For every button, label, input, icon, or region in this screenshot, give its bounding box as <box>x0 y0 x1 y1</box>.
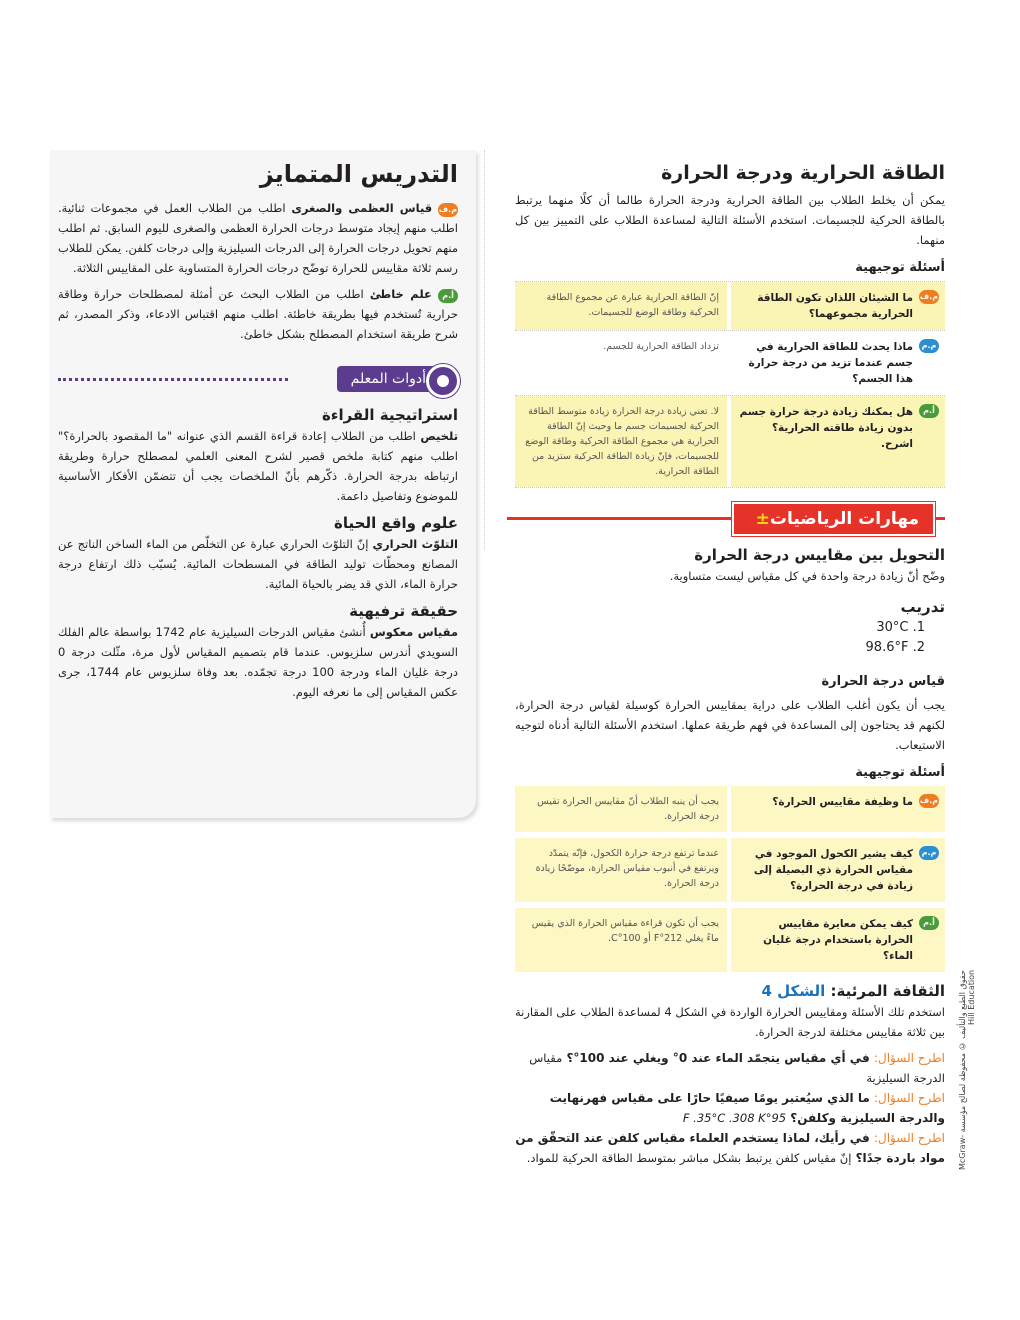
answer-cell: عندما ترتفع درجة حرارة الكحول، فإنّه يتمدّد ويرتفع في أنبوب مقياس الحرارة، موضّحًا زيادة درجة الحرارة. <box>515 838 727 902</box>
ask-label: اطرح السؤال: <box>873 1091 945 1105</box>
measure-text: يجب أن يكون أغلب الطلاب على دراية بمقاييس الحرارة كوسيلة لقياس درجة الحرارة، لكنهم قد يحتاجون إلى المساعدة في فهم طريقة عملها. استخدم الأسئلة التالية أدناه لتوجيه الاستيعاب. <box>515 698 945 752</box>
question-row <box>515 282 945 331</box>
copyright-credit: حقوق الطبع والتأليف © محفوظة لصالح مؤسسة McGraw-Hill Education <box>958 970 976 1170</box>
life-text: إنّ التلوّث الحراري عبارة عن التخلّص من الماء الساخن الناتج عن المصانع ومحطّات توليد الطاقة في المسطحات المائية. يُسبّب ذلك ارتفاع درجة حرارة الماء، الذي قد يضر بالحياة المائية. <box>58 537 458 591</box>
level-badge: م.م <box>919 846 939 860</box>
level-badge: م.ف <box>919 794 939 808</box>
ask-question <box>515 1088 945 1128</box>
visual-text: استخدم تلك الأسئلة ومقاييس الحرارة الواردة في الشكل 4 لمساعدة الطلاب على المقارنة بين ثلاثة مقاييس مختلفة لدرجة الحرارة. <box>515 1005 945 1039</box>
guiding-questions-table-2 <box>515 786 945 972</box>
math-skills-banner <box>515 502 945 534</box>
activity-heading: علم خاطئ <box>369 287 432 301</box>
activity-heading: قياس العظمى والصغرى <box>291 201 433 215</box>
question-cell <box>731 838 945 902</box>
practice-item: 30°C .1 <box>876 620 925 635</box>
tools-icon <box>426 364 460 398</box>
question-row <box>515 786 945 832</box>
ask-answer: 95°F .35°C .308 K <box>682 1111 787 1125</box>
left-column <box>58 160 458 702</box>
fun-heading: حقيقة ترفيهية <box>349 602 458 620</box>
question-text: هل يمكنك زيادة درجة حرارة جسم بدون زيادة طاقته الحرارية؟ اشرح. <box>739 406 913 450</box>
section-title: الطاقة الحرارية ودرجة الحرارة <box>661 162 945 184</box>
reading-paragraph <box>58 426 458 506</box>
reading-heading: استراتيجية القراءة <box>321 406 458 424</box>
question-cell <box>731 282 945 330</box>
fun-text: أُنشئ مقياس الدرجات السيليزية عام 1742 بواسطة عالم الفلك السويدي أندرس سلزيوس. عندما قام بتصميم المقياس لأول مرة، مثّلت درجة 0 درجة غليان الماء ودرجة 100 درجة تجمّده. بعد وفاة سلزيوس عام 1744، جرى عكس المقياس إلى ما نعرفه اليوم. <box>58 625 458 699</box>
level-badge: أ.م <box>919 916 939 930</box>
question-text: كيف يمكن معايرة مقاييس الحرارة باستخدام درجة غليان الماء؟ <box>763 918 913 962</box>
conversion-heading: التحويل بين مقاييس درجة الحرارة <box>694 546 945 564</box>
activity-paragraph <box>58 198 458 278</box>
question-row <box>515 396 945 488</box>
ask-question <box>515 1128 945 1168</box>
question-cell <box>731 396 945 487</box>
question-cell <box>731 908 945 972</box>
ask-label: اطرح السؤال: <box>873 1131 945 1145</box>
practice-list <box>515 618 945 658</box>
fun-lead: مقياس معكوس <box>369 625 459 639</box>
activity-paragraph <box>58 284 458 344</box>
question-row <box>515 331 945 396</box>
column-divider <box>484 150 485 550</box>
guiding-heading-2: أسئلة توجيهية <box>855 765 945 780</box>
level-badge: م.ف <box>919 290 939 304</box>
level-badge: أ.م <box>919 404 939 418</box>
question-cell <box>731 786 945 832</box>
level-badge: م.م <box>919 339 939 353</box>
ask-answer: إنّ مقياس كلفن يرتبط بشكل مباشر بمتوسط الطاقة الحركية للمواد. <box>526 1151 852 1165</box>
ask-question-text: ما الذي سيُعتبر يومًا صيفيًا حارًا على مقياس فهرنهايت والدرجة السيليزية وكلفن؟ <box>549 1091 945 1125</box>
question-row <box>515 908 945 972</box>
right-column <box>515 160 945 1168</box>
visual-title: الثقافة المرئية: <box>830 982 945 1000</box>
teacher-tools-label: أدوات المعلم <box>337 366 438 392</box>
activity-text: اطلب من الطلاب البحث عن أمثلة لمصطلحات حرارة وطاقة حرارية تُستخدم فيها بطريقة خاطئة. اطلب منهم اقتباس الادعاء، وذكر المصدر، ثم شرح طريقة استخدام المصطلح بشكل خاطئ. <box>58 287 458 341</box>
level-badge: م.ف <box>438 203 458 217</box>
question-row <box>515 838 945 902</box>
teacher-tools-banner <box>58 364 458 394</box>
reading-lead: تلخيص <box>420 429 459 443</box>
question-cell <box>731 331 945 395</box>
life-lead: التلوّث الحراري <box>372 537 458 551</box>
reading-text: اطلب من الطلاب إعادة قراءة القسم الذي عنوانه "ما المقصود بالحرارة؟" اطلب منهم كتابة ملخص قصير لشرح المعنى العلمي لمصطلح حرارة وطريقة ارتباطه بدرجة الحرارة. ذكّرهم بأنّ الملخصات يجب أن تتضمّن الأفكار الأساسية للموضوع وتفاصيل داعمة. <box>58 429 458 503</box>
guiding-questions-table <box>515 281 945 488</box>
question-text: كيف يشير الكحول الموجود في مقياس الحرارة ذي البصيلة إلى زيادة في درجة الحرارة؟ <box>753 848 913 892</box>
level-badge: أ.م <box>438 289 458 303</box>
differentiated-title: التدريس المتمايز <box>259 160 458 188</box>
answer-cell: يجب أن تكون قراءة مقياس الحرارة الذي يقيس ماءً يغلي 212°F أو 100°C. <box>515 908 727 972</box>
activity-text: اطلب من الطلاب العمل في مجموعات ثنائية. اطلب منهم إيجاد متوسط درجات الحرارة العظمى والصغرى لليوم السابق. ثم اطلب منهم تحويل درجات الحرارة إلى الدرجات السيليزية وإلى درجات كلفن. يمكن للطلاب رسم ثلاثة مقاييس للحرارة توضّح درجات الحرارة المتساوية على المقاييس الثلاثة. <box>58 201 458 275</box>
life-paragraph <box>58 534 458 594</box>
dotted-rule <box>58 378 288 381</box>
guiding-heading: أسئلة توجيهية <box>855 260 945 275</box>
answer-cell: يجب أن ينبه الطلاب أنّ مقاييس الحرارة تقيس درجة الحرارة. <box>515 786 727 832</box>
plus-minus-icon: ± <box>755 509 770 529</box>
answer-cell: إنّ الطاقة الحرارية عبارة عن مجموع الطاقة الحركية وطاقة الوضع للجسيمات. <box>515 282 727 330</box>
intro-text: يمكن أن يخلط الطلاب بين الطاقة الحرارية ودرجة الحرارة طالما أن كلًا منهما يرتبط بالطاقة الحركية للجسيمات. استخدم الأسئلة التالية لمساعدة الطلاب على التمييز بين كل منهما. <box>515 193 945 247</box>
banner-label <box>732 502 935 536</box>
life-heading: علوم واقع الحياة <box>334 514 458 532</box>
visual-literacy-heading <box>515 982 945 1000</box>
answer-cell: تزداد الطاقة الحرارية للجسم. <box>515 331 727 395</box>
ask-question-text: في أي مقياس يتجمّد الماء عند 0° ويغلي عند 100°؟ <box>566 1051 870 1065</box>
ask-question-text: في رأيك، لماذا يستخدم العلماء مقياس كلفن عند التحقّق من مواد باردة جدًا؟ <box>515 1131 945 1165</box>
question-text: ما الشيئان اللذان تكون الطاقة الحرارية مجموعهما؟ <box>757 292 913 320</box>
practice-heading: تدريب <box>900 598 945 616</box>
ask-question <box>515 1048 945 1088</box>
measure-heading: قياس درجة الحرارة <box>821 674 945 689</box>
practice-item: 98.6°F .2 <box>865 640 925 655</box>
question-text: ما وظيفة مقاييس الحرارة؟ <box>772 796 913 808</box>
answer-cell: لا. تعني زيادة درجة الحرارة زيادة متوسط الطاقة الحركية لجسيمات جسم ما وحيث إنّ الطاقة الحرارية هي مجموع الطاقة الحركية وطاقة الوضع للجسيمات، فإنّ زيادة الطاقة الحركية ستزيد من الطاقة الحرارية. <box>515 396 727 487</box>
conversion-text: وضّح أنّ زيادة درجة واحدة في كل مقياس ليست متساوية. <box>669 569 945 583</box>
fun-paragraph <box>58 622 458 702</box>
ask-label: اطرح السؤال: <box>873 1051 945 1065</box>
ask-answer: مقياس الدرجة السيليزية <box>529 1051 945 1085</box>
figure-ref: الشكل 4 <box>761 982 826 1000</box>
banner-text: مهارات الرياضيات <box>769 509 919 529</box>
question-text: ماذا يحدث للطاقة الحرارية في جسم عندما تزيد من درجة حرارة هذا الجسم؟ <box>748 341 913 385</box>
